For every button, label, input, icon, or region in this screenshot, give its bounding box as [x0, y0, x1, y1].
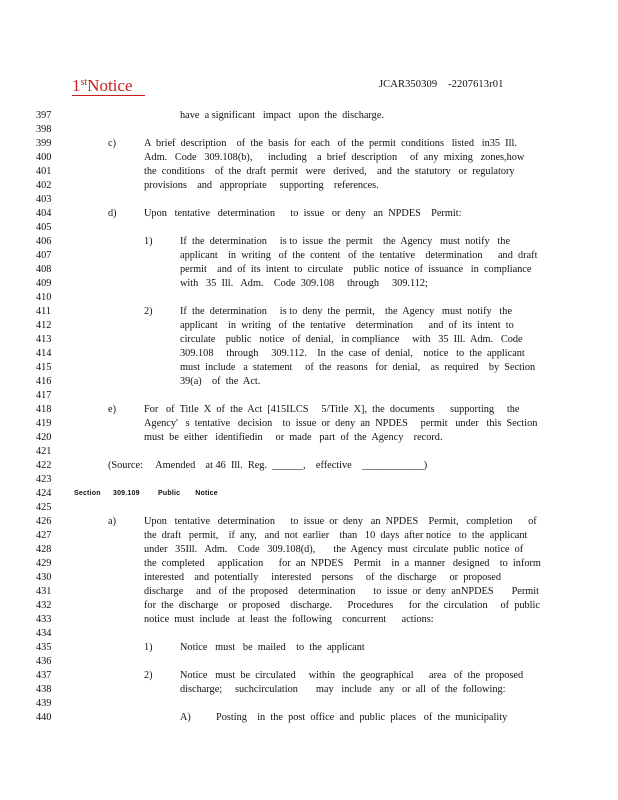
line-number: 430: [36, 572, 52, 583]
document-line: [0, 361, 618, 375]
document-line: [0, 571, 618, 585]
item-label: e): [108, 404, 116, 415]
document-line: [0, 515, 618, 529]
line-number: 438: [36, 684, 52, 695]
line-number: 439: [36, 698, 52, 709]
document-line: [0, 221, 618, 235]
line-number: 406: [36, 236, 52, 247]
line-text: discharge; suchcirculation may include any or all of the following:: [180, 684, 506, 695]
line-number: 440: [36, 712, 52, 723]
document-line: [0, 179, 618, 193]
document-line: [0, 207, 618, 221]
line-text: must include a statement of the reasons for denial, as required by Section: [180, 362, 536, 373]
line-text: the draft permit, if any, and not earlier than 10 days after notice to the applicant: [144, 530, 528, 541]
document-line: [0, 445, 618, 459]
document-line: [0, 291, 618, 305]
document-line: [0, 277, 618, 291]
line-text: For of Title X of the Act [415ILCS 5/Title X], the documents supporting the: [144, 404, 520, 415]
line-number: 425: [36, 502, 52, 513]
line-text: permit and of its intent to circulate public notice of issuance in compliance: [180, 264, 532, 275]
line-number: 416: [36, 376, 52, 387]
item-label: c): [108, 138, 116, 149]
line-text: circulate public notice of denial, in compliance with 35 Ill. Adm. Code: [180, 334, 523, 345]
line-text: provisions and appropriate supporting references.: [144, 180, 379, 191]
line-text: applicant in writing of the content of the tentative determination and draft: [180, 250, 538, 261]
source-note: (Source: Amended at 46 Ill. Reg. ______, effective ____________): [108, 460, 428, 471]
line-text: Adm. Code 309.108(b), including a brief description of any mixing zones,how: [144, 152, 525, 163]
document-line: [0, 403, 618, 417]
document-line: [0, 627, 618, 641]
document-line: [0, 263, 618, 277]
document-line: [0, 249, 618, 263]
line-number: 419: [36, 418, 52, 429]
line-number: 435: [36, 642, 52, 653]
line-number: 432: [36, 600, 52, 611]
line-number: 422: [36, 460, 52, 471]
document-line: [0, 431, 618, 445]
line-number: 423: [36, 474, 52, 485]
line-number: 410: [36, 292, 52, 303]
line-text: for the discharge or proposed discharge. Procedures for the circulation of public: [144, 600, 540, 611]
document-line: [0, 683, 618, 697]
document-line: [0, 655, 618, 669]
line-number: 417: [36, 390, 52, 401]
line-number: 409: [36, 278, 52, 289]
document-line: [0, 137, 618, 151]
line-number: 426: [36, 516, 52, 527]
line-number: 434: [36, 628, 52, 639]
document-line: [0, 599, 618, 613]
document-line: [0, 333, 618, 347]
line-text: Upon tentative determination to issue or deny an NPDES Permit, completion of: [144, 516, 537, 527]
line-number: 424: [36, 488, 52, 499]
line-text: notice must include at least the following concurrent actions:: [144, 614, 434, 625]
line-text: Posting in the post office and public places of the municipality: [216, 712, 508, 723]
line-number: 408: [36, 264, 52, 275]
document-reference: JCAR350309 -2207613r01: [379, 79, 504, 90]
document-line: [0, 193, 618, 207]
document-line: [0, 543, 618, 557]
line-number: 401: [36, 166, 52, 177]
section-title: Public Notice: [158, 490, 218, 497]
item-label: a): [108, 516, 116, 527]
document-line: [0, 501, 618, 515]
line-number: 397: [36, 110, 52, 121]
section-number: 309.109: [113, 490, 140, 497]
item-label: 2): [144, 306, 153, 317]
document-line: [0, 319, 618, 333]
item-label: 1): [144, 236, 153, 247]
document-line: [0, 697, 618, 711]
line-number: 414: [36, 348, 52, 359]
notice-ordinal-suffix: st: [80, 77, 88, 88]
section-word: Section: [74, 490, 101, 497]
line-number: 437: [36, 670, 52, 681]
line-number: 404: [36, 208, 52, 219]
line-number: 407: [36, 250, 52, 261]
line-text: with 35 Ill. Adm. Code 309.108 through 309.112;: [180, 278, 428, 289]
document-line: [0, 711, 618, 725]
line-text: If the determination is to deny the permit, the Agency must notify the: [180, 306, 513, 317]
line-number: 436: [36, 656, 52, 667]
document-line: [0, 557, 618, 571]
line-text: the conditions of the draft permit were derived, and the statutory or regulatory: [144, 166, 515, 177]
line-text: discharge and of the proposed determination to issue or deny anNPDES Permit: [144, 586, 540, 597]
document-line: [0, 389, 618, 403]
line-number: 405: [36, 222, 52, 233]
line-text: under 35Ill. Adm. Code 309.108(d), the Agency must circulate public notice of: [144, 544, 524, 555]
line-number: 431: [36, 586, 52, 597]
line-number: 413: [36, 334, 52, 345]
document-line: [0, 417, 618, 431]
document-line: [0, 641, 618, 655]
item-label: 2): [144, 670, 153, 681]
line-number: 428: [36, 544, 52, 555]
document-line: [0, 235, 618, 249]
item-label: A): [180, 712, 191, 723]
line-text: A brief description of the basis for each of the permit conditions listed in35 Ill.: [144, 138, 517, 149]
document-line: [0, 305, 618, 319]
line-text: must be either identifiedin or made part of the Agency record.: [144, 432, 443, 443]
document-line: [0, 165, 618, 179]
line-text: have a significant impact upon the discharge.: [180, 110, 384, 121]
line-text: If the determination is to issue the permit the Agency must notify the: [180, 236, 511, 247]
line-text: Notice must be circulated within the geographical area of the proposed: [180, 670, 524, 681]
line-text: Agency' s tentative decision to issue or deny an NPDES permit under this Section: [144, 418, 538, 429]
document-line: [0, 529, 618, 543]
line-text: applicant in writing of the tentative determination and of its intent to: [180, 320, 514, 331]
line-text: Notice must be mailed to the applicant: [180, 642, 365, 653]
document-line: [0, 347, 618, 361]
document-line: [0, 459, 618, 473]
line-number: 412: [36, 320, 52, 331]
section-heading-line: [0, 487, 618, 501]
line-text: 309.108 through 309.112. In the case of denial, notice to the applicant: [180, 348, 525, 359]
line-number: 402: [36, 180, 52, 191]
line-number: 415: [36, 362, 52, 373]
item-label: d): [108, 208, 117, 219]
document-line: [0, 613, 618, 627]
line-number: 421: [36, 446, 52, 457]
line-number: 399: [36, 138, 52, 149]
line-text: Upon tentative determination to issue or deny an NPDES Permit:: [144, 208, 462, 219]
document-line: [0, 151, 618, 165]
document-line: [0, 375, 618, 389]
document-line: [0, 669, 618, 683]
line-number: 400: [36, 152, 52, 163]
line-text: interested and potentially interested persons of the discharge or proposed: [144, 572, 501, 583]
notice-number: 1: [72, 76, 81, 95]
document-line: [0, 473, 618, 487]
line-number: 433: [36, 614, 52, 625]
line-text: 39(a) of the Act.: [180, 376, 261, 387]
line-number: 418: [36, 404, 52, 415]
line-number: 411: [36, 306, 52, 317]
document-line: [0, 109, 618, 123]
first-notice-heading: [72, 73, 145, 96]
line-number: 429: [36, 558, 52, 569]
document-line: [0, 123, 618, 137]
line-number: 420: [36, 432, 52, 443]
line-number: 427: [36, 530, 52, 541]
line-number: 398: [36, 124, 52, 135]
item-label: 1): [144, 642, 153, 653]
line-number: 403: [36, 194, 52, 205]
notice-word: Notice: [87, 76, 133, 95]
document-line: [0, 585, 618, 599]
line-text: the completed application for an NPDES Permit in a manner designed to inform: [144, 558, 541, 569]
